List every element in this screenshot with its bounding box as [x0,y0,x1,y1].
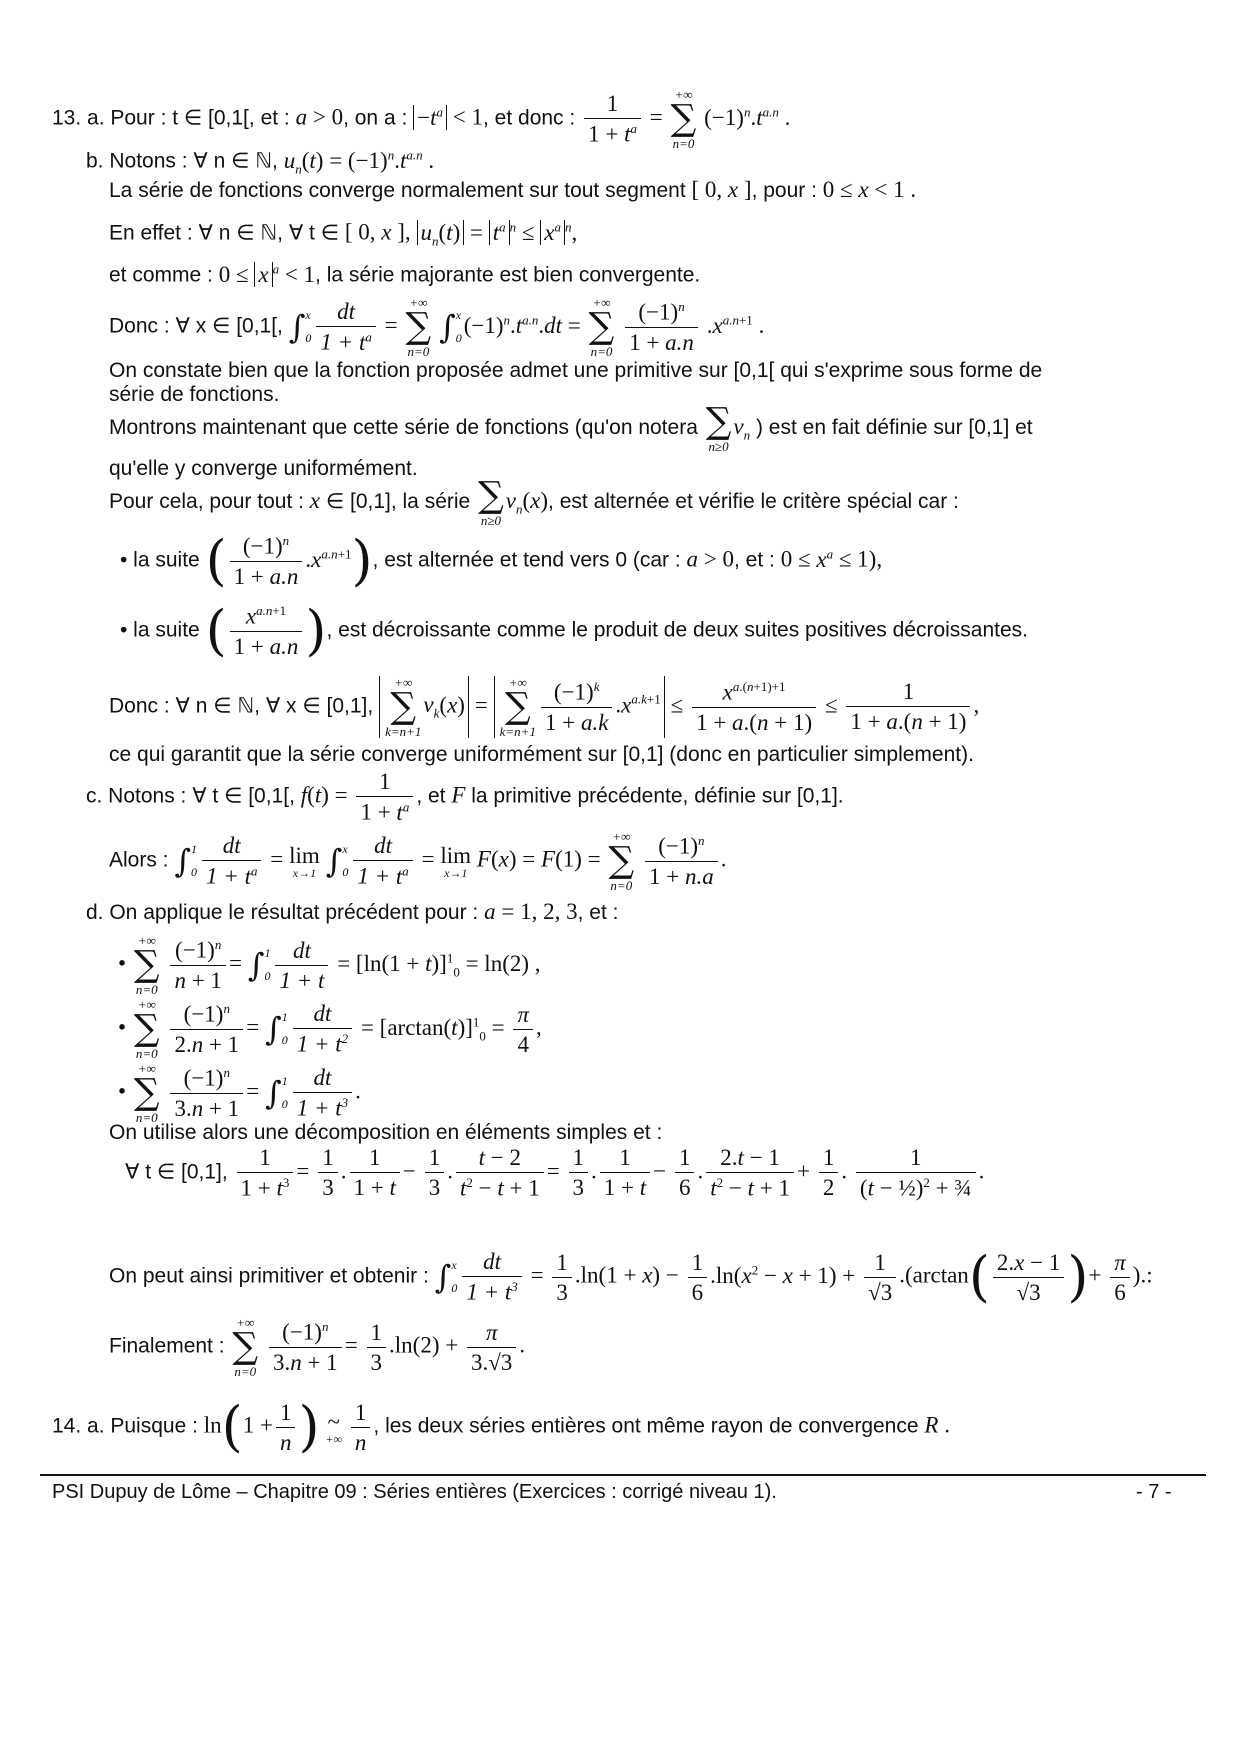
text-b2a: • la suite [120,618,200,642]
text-13d: d. On applique le résultat précédent pour : [86,901,479,924]
text-13b-s3b: , la série majorante est bien convergente. [315,263,701,287]
line-13b-s3: et comme : 0 ≤ x $^a$ < 1, la série majorante est bien convergente. [109,261,701,287]
line-13b-s7: Montrons maintenant que cette série de fonctions (qu'on notera ∑ n≥0 $v_n$ ) est en fait définie sur [0,1] et [109,401,1033,454]
line-13b-s6: série de fonctions. [109,383,280,406]
text-13a-tail: , et donc : [483,106,576,130]
line-13b-s4: Donc : ∀ x ∈ [0,1[, ∫x 0 $\frac{dt}{1 + t^a}$ = +∞ ∑ n=0 ∫x $0(-1)^n.t^{a.n}.dt$ = +∞ ∑ n=0 $\frac{(-1)^n}{1 + a.n}$ $.x^{a.n+1}$ . [109,295,765,359]
text-13b-s9a: Pour cela, pour tout : [109,490,304,514]
line-13b: b. Notons : ∀ n ∈ ℕ, $u_n(t) = (-1)^n.t^{a.n}$ . [86,147,435,177]
formula-sum2: • +∞ ∑ n=0 $\frac{(-1)^n}{2.n + 1}$ = ∫1 0 $\frac{dt}{1 + t^2}$ = $[\arctan(t)]^1_0$ = $\frac{\pi}{4}$ , [118,997,542,1061]
line-13b-s9: Pour cela, pour tout : x ∈ [0,1], la série ∑ n≥0 $v_n(x)$, est alternée et vérifie le critère spécial car : [109,475,959,528]
text-13d-forall: ∀ t ∈ [0,1], [125,1160,228,1184]
line-13b-s10: Donc : ∀ n ∈ ℕ, ∀ x ∈ [0,1], +∞ ∑ k=n+1 $v_k(x)$ = +∞ ∑ k=n+1 $\frac{(-1)^k}{1 + a.k}$ $.x^{a.k+1}$ ≤ $\frac{x^{a.(n+1)+1}}{1 + a.(n + 1)}$ ≤ $\frac{1}{1 + a.(n + 1)}$ , [109,675,980,739]
text-13b-s2: En effet : ∀ n ∈ ℕ, ∀ t ∈ [109,221,339,245]
line-13b-s2: En effet : ∀ n ∈ ℕ, ∀ t ∈ [ 0, x ], $u_n(t) = t^a$ $^n \le x^a$ $^n$, [109,219,578,249]
text-13d-final: Finalement : [109,1334,225,1358]
formula-final: Finalement : +∞ ∑ n=0 $\frac{(-1)^n}{3.n + 1}$ = $\frac{1}{3}$ .ln(2) + $\frac{\pi}{3.√3}$ . [109,1315,526,1379]
line-13b-s8: qu'elle y converge uniformément. [109,457,418,480]
text-13d-b: , et : [577,901,619,924]
formula-sum1: • +∞ ∑ n=0 $\frac{(-1)^n}{n + 1}$ = ∫1 0 $\frac{dt}{1 + t}$ = $[\ln(1 + t)]^1_0 = \ln(2)$ , [118,933,541,997]
text-13c-a: c. Notons : ∀ t ∈ [0,1[, [86,784,295,808]
text-13c-c: la primitive précédente, définie sur [0,1]. [471,784,844,808]
footer-title: PSI Dupuy de Lôme – Chapitre 09 : Séries entières (Exercices : corrigé niveau 1). [52,1481,777,1503]
text-13b: b. Notons : ∀ n ∈ ℕ, [86,149,278,173]
text-b2b: , est décroissante comme le produit de deux suites positives décroissantes. [326,618,1028,642]
bullet-2: • la suite ( $\frac{x^{a.n+1}}{1 + a.n}$ ), est décroissante comme le produit de deux suites positives décroissantes. [120,599,1028,662]
text-13b-s1: La série de fonctions converge normalement sur tout segment [109,179,686,202]
text-13a: 13. a. Pour : t ∈ [0,1[, et : [52,106,290,130]
line-13b-s1: La série de fonctions converge normalement sur tout segment [ 0, x ], pour : 0 ≤ x < 1 . [109,177,917,202]
line-13d: d. On applique le résultat précédent pour : a = 1, 2, 3, et : [86,899,619,924]
formula-primitive: On peut ainsi primitiver et obtenir : ∫x 0 $\frac{dt}{1 + t^3}$ = $\frac{1}{3}$ .ln(1 + x) − $\frac{1}{6}$ $.\ln(x^2 - x + 1)$ + $\frac{1}{√3}$ .(arctan( $\frac{2.x - 1}{√3}$ )+ $\frac{\pi}{6}$ ).: [109,1245,1153,1308]
line-13c-alors: Alors : ∫1 0 $\frac{dt}{1 + t^a}$ = lim x→1 ∫x 0 $\frac{dt}{1 + t^a}$ = lim x→1 F(x) = F(1) = +∞ ∑ n=0 $\frac{(-1)^n}{1 + n.a}$ . [109,829,727,893]
text-13b-s4: Donc : ∀ x ∈ [0,1[, [109,314,283,338]
formula-decomp: ∀ t ∈ [0,1], $\frac{1}{1 + t^3}$ = $\frac{1}{3}$ . $\frac{1}{1 + t}$ − $\frac{1}{3}$ . $\frac{t - 2}{t^2 - t + 1}$ = $\frac{1}{3}$ . $\frac{1}{1 + t}$ − $\frac{1}{6}$ . $\frac{2.t - 1}{t^2 - t + 1}$ + $\frac{1}{2}$ . $\frac{1}{(t - \frac{1}{2})^2 + \frac{3}{4}}$ . [125,1145,985,1201]
text-13b-s10: Donc : ∀ n ∈ ℕ, ∀ x ∈ [0,1], [109,694,374,718]
text-13b-s7a: Montrons maintenant que cette série de fonctions (qu'on notera [109,416,698,440]
text-13c-b: , et [416,784,446,808]
text-13b-s9c: , est alternée et vérifie le critère spécial car : [548,490,959,514]
text-b1a: • la suite [120,548,200,572]
text-13b-s9b: ∈ [0,1], la série [325,490,471,514]
line-14a: 14. a. Puisque : ln(1 + $\frac{1}{n}$ ) ~ +∞ $\frac{1}{n}$ , les deux séries entières ont même rayon de convergence R . [52,1395,950,1458]
footer-rule [40,1474,1206,1476]
text-13a-mid: , on a : [343,106,408,130]
text-13b-s3a: et comme : [109,263,213,287]
bullet-1: • la suite ( $\frac{(-1)^n}{1 + a.n}$ $.x^{a.n+1}$), est alternée et tend vers 0 (car : a > 0, et : $0 \le x^a \le 1$), [120,529,883,592]
text-13b-s1b: , pour : [751,179,817,202]
text-13d-prim: On peut ainsi primitiver et obtenir : [109,1264,429,1288]
text-14a: 14. a. Puisque : [52,1414,198,1438]
line-13a: 13. a. Pour : t ∈ [0,1[, et : a > 0, on a : $-t^a < 1$, et donc : $\frac{1}{1 + t^a}$ = +∞ ∑ n=0 $(-1)^n.t^{a.n}$ . [52,87,791,151]
text-b1c: , et : [734,548,775,572]
text-14a-b: , les deux séries entières ont même rayon de convergence [373,1414,919,1438]
text-13c-alors: Alors : [109,848,169,872]
line-13d-decomp: On utilise alors une décomposition en éléments simples et : [109,1121,663,1144]
text-b1b: , est alternée et tend vers 0 (car : [372,548,681,572]
line-13c: c. Notons : ∀ t ∈ [0,1[, f(t) = $\frac{1}{1 + t^a}$ , et F la primitive précédente, définie sur [0,1]. [86,769,844,825]
formula-sum3: • +∞ ∑ n=0 $\frac{(-1)^n}{3.n + 1}$ = ∫1 0 $\frac{dt}{1 + t^3}$ . [118,1061,361,1125]
line-13b-s5: On constate bien que la fonction proposée admet une primitive sur [0,1[ qui s'exprime sous forme de [109,359,1043,382]
footer-page-number: - 7 - [1136,1481,1172,1503]
text-13b-s7b: ) est en fait définie sur [0,1] et [755,416,1033,440]
line-13b-s11: ce qui garantit que la série converge uniformément sur [0,1] (donc en particulier simplement). [109,743,974,766]
